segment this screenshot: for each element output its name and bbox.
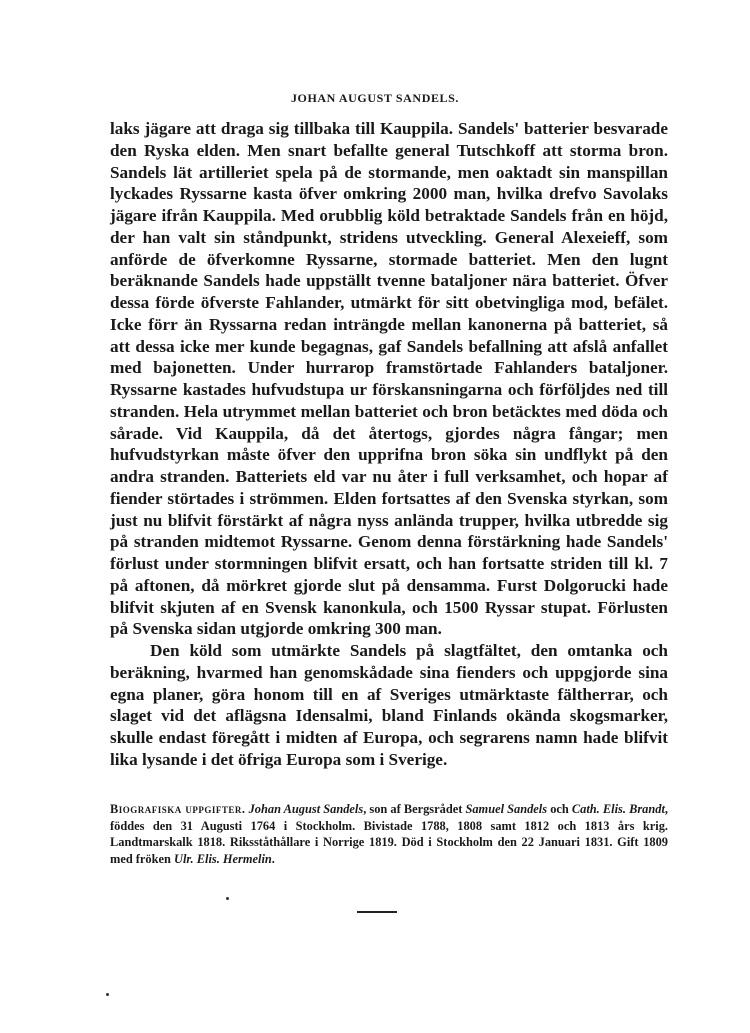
footnote-subject-name: Johan August Sandels xyxy=(248,802,364,816)
footnote-text-1: , son af Bergsrådet xyxy=(363,802,466,816)
footnote-text-4: . xyxy=(271,851,275,866)
footnote-wife-name: Ulr. Elis. Hermelin xyxy=(174,851,272,866)
footnote-lead: Biografiska uppgifter. xyxy=(110,802,246,816)
biographical-footnote xyxy=(110,801,668,867)
main-text xyxy=(110,118,668,771)
print-speck xyxy=(106,993,109,996)
footnote-text-3: , föddes den 31 Augusti 1764 i Stockholm. Bivistade 1788, 1808 samt 1812 och 1813 års krig. Landtmarskalk 1818. Riksståthållare i Norrige 1819. Död i Stockholm den 22 Januari 1831. Gift 1809 med fröken xyxy=(110,802,668,866)
paragraph-2: Den köld som utmärkte Sandels på slagtfältet, den omtanka och beräkning, hvarmed han genomskådade sina fienders och uppgjorde sina egna planer, göra honom till en af Sveriges utmärktaste fältherrar, och slaget vid det aflägsna Idensalmi, bland Finlands okända skogsmarker, skulle endast föregått i midten af Europa, och segrarens namn hade blifvit lika lysande i det öfriga Europa som i Sverige. xyxy=(110,641,668,769)
footnote-text-2: och xyxy=(547,802,572,816)
running-title: JOHAN AUGUST SANDELS. xyxy=(290,91,460,105)
footnote-father-name: Samuel Sandels xyxy=(465,802,548,816)
print-speck xyxy=(226,897,229,900)
paragraph-1: laks jägare att draga sig tillbaka till Kauppila. Sandels' batterier besvarade den Ryska elden. Men snart befallte general Tutschkoff att storma bron. Sandels lät artilleriet spela på de stormande, men oaktadt sin manspillan lyckades Ryssarne kasta öfver omkring 2000 man, hvilka drefvo Savolaks jägare ifrån Kauppila. Med orubblig köld betraktade Sandels från en höjd, der han valt sin ståndpunkt, stridens utveckling. General Alexeieff, som anförde de öfverkomne Ryssarne, stormade batteriet. Men den lugnt beräknande Sandels hade uppställt tvenne bataljoner nära batteriet. Öfver dessa förde öfverste Fahlander, utmärkt för sitt obetvingliga mod, befälet. Icke förr än Ryssarna redan inträngde mellan kanonerna på batteriet, så att dessa icke mer kunde begagnas, gaf Sandels befallning att afslå anfallet med bajonetten. Under hurrarop framstörtade Fahlanders bataljoner. Ryssarne kastades hufvudstupa ur förskansningarna och förföljdes ned till stranden. Hela utrymmet mellan batteriet och bron betäcktes med döda och sårade. Vid Kauppila, då det återtogs, gjordes några fångar; men hufvudstyrkan måste öfver den upprifna bron söka sin undflykt på den andra stranden. Batteriets eld var nu åter i full verksamhet, och hopar af fiender störtades i strömmen. Elden fortsattes af den Svenska styrkan, som just nu blifvit förstärkt af några nyss anlända trupper, hvilka utbredde sig på stranden midtemot Ryssarne. Genom denna förstärkning hade Sandels' förlust under stormningen blifvit ersatt, och han fortsatte striden till kl. 7 på aftonen, då mörkret gjorde slut på densamma. Furst Dolgorucki hade blifvit skjuten af en Svensk kanonkula, och 1500 Ryssar stupat. Förlusten på Svenska sidan utgjorde omkring 300 man. xyxy=(110,119,668,639)
closing-rule xyxy=(357,911,397,913)
footnote-mother-name: Cath. Elis. Brandt xyxy=(571,802,665,816)
